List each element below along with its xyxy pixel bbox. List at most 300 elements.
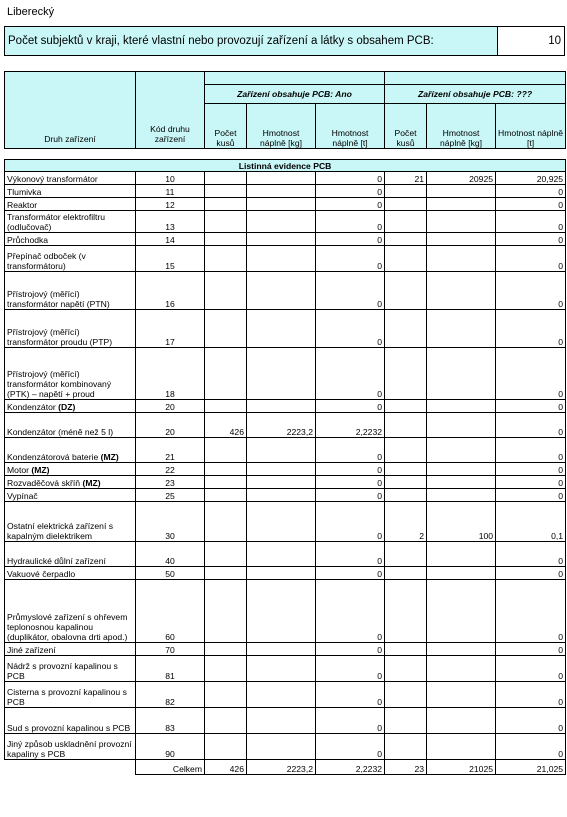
row-u-kg bbox=[427, 542, 496, 567]
row-u-count bbox=[385, 211, 427, 233]
row-u-t bbox=[496, 233, 566, 246]
row-u-t bbox=[496, 246, 566, 272]
row-u-count bbox=[385, 348, 427, 400]
row-code-text: 30 bbox=[165, 531, 175, 541]
row-u-t-text: 0 bbox=[558, 569, 564, 579]
row-u-count bbox=[385, 463, 427, 476]
row-a-t-text: 0 bbox=[377, 299, 383, 309]
row-name bbox=[5, 233, 136, 246]
row-a-kg bbox=[247, 656, 316, 682]
row-a-t bbox=[316, 310, 385, 348]
summary-table bbox=[4, 26, 565, 56]
row-u-t-text: 0 bbox=[558, 749, 564, 759]
row-name-tag: (DZ) bbox=[58, 402, 76, 412]
spacer-row bbox=[5, 149, 566, 160]
row-u-t-text: 0 bbox=[558, 478, 564, 488]
table-row bbox=[5, 502, 566, 542]
row-code bbox=[136, 246, 205, 272]
row-code-text: 20 bbox=[165, 427, 175, 437]
row-name bbox=[5, 682, 136, 708]
header-yes-top bbox=[205, 72, 385, 85]
table-row bbox=[5, 172, 566, 185]
row-a-t-text: 0 bbox=[377, 174, 383, 184]
table-row bbox=[5, 400, 566, 413]
row-u-t bbox=[496, 580, 566, 643]
section-title: Listinná evidence PCB bbox=[5, 160, 566, 172]
row-u-kg bbox=[427, 348, 496, 400]
row-code-text: 11 bbox=[165, 187, 175, 197]
row-a-count bbox=[205, 233, 247, 246]
row-a-count bbox=[205, 708, 247, 734]
row-name bbox=[5, 185, 136, 198]
row-u-t bbox=[496, 476, 566, 489]
row-u-count bbox=[385, 489, 427, 502]
header-a-kg: Hmotnost náplně [kg] bbox=[247, 104, 316, 149]
row-u-count bbox=[385, 643, 427, 656]
row-name bbox=[5, 172, 136, 185]
row-code-text: 12 bbox=[165, 200, 175, 210]
header-u-count: Počet kusů bbox=[385, 104, 427, 149]
row-a-t-text: 0 bbox=[377, 569, 383, 579]
row-u-kg bbox=[427, 476, 496, 489]
row-a-t bbox=[316, 580, 385, 643]
row-name-text: Výkonový transformátor bbox=[7, 174, 98, 184]
row-a-t bbox=[316, 272, 385, 310]
row-name bbox=[5, 656, 136, 682]
row-name bbox=[5, 734, 136, 760]
row-a-t-text: 0 bbox=[377, 645, 383, 655]
table-row bbox=[5, 233, 566, 246]
row-a-t bbox=[316, 233, 385, 246]
row-name-text: Motor bbox=[7, 465, 32, 475]
row-a-kg bbox=[247, 682, 316, 708]
row-a-t bbox=[316, 476, 385, 489]
row-code bbox=[136, 413, 205, 438]
pcb-table bbox=[4, 71, 566, 775]
row-name-text: Průchodka bbox=[7, 235, 49, 245]
row-a-t-text: 0 bbox=[377, 452, 383, 462]
row-a-count bbox=[205, 489, 247, 502]
row-u-t-text: 0 bbox=[558, 645, 564, 655]
row-u-t-text: 0 bbox=[558, 427, 564, 437]
row-a-count bbox=[205, 656, 247, 682]
row-name bbox=[5, 246, 136, 272]
row-a-kg bbox=[247, 438, 316, 463]
row-a-t-text: 0 bbox=[377, 389, 383, 399]
row-u-t bbox=[496, 400, 566, 413]
row-u-kg bbox=[427, 643, 496, 656]
row-a-t bbox=[316, 708, 385, 734]
row-code bbox=[136, 272, 205, 310]
row-u-kg bbox=[427, 172, 496, 185]
table-row bbox=[5, 348, 566, 400]
row-u-count bbox=[385, 400, 427, 413]
row-name-text: Přístrojový (měřící) transformátor kombinovaný (PTK) – napětí + proud bbox=[7, 369, 112, 399]
row-u-t bbox=[496, 198, 566, 211]
region-title: Liberecký bbox=[7, 6, 55, 18]
row-u-kg bbox=[427, 272, 496, 310]
row-u-count bbox=[385, 682, 427, 708]
row-a-t bbox=[316, 463, 385, 476]
row-code bbox=[136, 567, 205, 580]
row-u-t-text: 0 bbox=[558, 556, 564, 566]
row-u-t bbox=[496, 489, 566, 502]
row-name bbox=[5, 272, 136, 310]
header-code-label: Kód druhu zařízení bbox=[150, 124, 190, 144]
row-a-kg bbox=[247, 233, 316, 246]
row-a-kg bbox=[247, 489, 316, 502]
row-u-count bbox=[385, 502, 427, 542]
row-name bbox=[5, 463, 136, 476]
row-code-text: 90 bbox=[165, 749, 175, 759]
table-row bbox=[5, 246, 566, 272]
row-a-t-text: 0 bbox=[377, 402, 383, 412]
row-name-text: Rozvaděčová skříň bbox=[7, 478, 83, 488]
row-a-count bbox=[205, 734, 247, 760]
row-u-t bbox=[496, 310, 566, 348]
row-u-count bbox=[385, 438, 427, 463]
table-row bbox=[5, 463, 566, 476]
row-code bbox=[136, 211, 205, 233]
row-code bbox=[136, 400, 205, 413]
header-group-unknown: Zařízení obsahuje PCB: ??? bbox=[385, 85, 566, 104]
row-u-count bbox=[385, 198, 427, 211]
row-u-count bbox=[385, 708, 427, 734]
row-a-kg bbox=[247, 413, 316, 438]
row-u-t-text: 0 bbox=[558, 723, 564, 733]
row-a-t bbox=[316, 656, 385, 682]
row-a-t bbox=[316, 438, 385, 463]
row-u-t-text: 0 bbox=[558, 671, 564, 681]
row-name bbox=[5, 400, 136, 413]
row-u-kg bbox=[427, 413, 496, 438]
row-u-t-text: 0 bbox=[558, 491, 564, 501]
row-a-t bbox=[316, 172, 385, 185]
row-code-text: 10 bbox=[165, 174, 175, 184]
row-u-t bbox=[496, 682, 566, 708]
row-a-kg bbox=[247, 272, 316, 310]
row-name-text: Přepínač odboček (v transformátoru) bbox=[7, 251, 86, 271]
row-name bbox=[5, 211, 136, 233]
row-u-t bbox=[496, 502, 566, 542]
summary-value: 10 bbox=[498, 27, 565, 56]
row-code bbox=[136, 489, 205, 502]
row-u-t-text: 0 bbox=[558, 200, 564, 210]
row-u-t-text: 0 bbox=[558, 452, 564, 462]
table-row bbox=[5, 413, 566, 438]
row-u-t-text: 0 bbox=[558, 222, 564, 232]
row-u-count bbox=[385, 656, 427, 682]
table-row bbox=[5, 476, 566, 489]
row-u-t bbox=[496, 656, 566, 682]
row-u-t-text: 0,1 bbox=[551, 531, 564, 541]
row-u-kg bbox=[427, 463, 496, 476]
row-a-count bbox=[205, 580, 247, 643]
row-name-text: Kondenzátor bbox=[7, 402, 59, 412]
row-a-t bbox=[316, 489, 385, 502]
row-u-kg bbox=[427, 734, 496, 760]
row-code bbox=[136, 476, 205, 489]
table-row bbox=[5, 708, 566, 734]
row-name-text: Kondenzátor (méně než 5 l) bbox=[7, 427, 114, 437]
table-row bbox=[5, 438, 566, 463]
row-a-t bbox=[316, 643, 385, 656]
row-a-count bbox=[205, 348, 247, 400]
row-u-kg bbox=[427, 656, 496, 682]
table-row bbox=[5, 185, 566, 198]
row-name-text: Ostatní elektrická zařízení s kapalným dielektrikem bbox=[7, 521, 114, 541]
row-u-kg bbox=[427, 580, 496, 643]
row-a-t-text: 0 bbox=[377, 261, 383, 271]
row-name-text: Vypínač bbox=[7, 491, 38, 501]
row-name bbox=[5, 643, 136, 656]
row-a-count bbox=[205, 172, 247, 185]
row-u-t-text: 0 bbox=[558, 465, 564, 475]
row-a-t-text: 0 bbox=[377, 671, 383, 681]
row-code bbox=[136, 580, 205, 643]
row-code bbox=[136, 643, 205, 656]
row-name bbox=[5, 438, 136, 463]
row-name-text: Reaktor bbox=[7, 200, 38, 210]
row-u-t-text: 0 bbox=[558, 261, 564, 271]
row-name-text: Cisterna s provozní kapalinou s PCB bbox=[7, 687, 127, 707]
row-u-count bbox=[385, 734, 427, 760]
row-a-t bbox=[316, 682, 385, 708]
row-a-t bbox=[316, 502, 385, 542]
row-code bbox=[136, 198, 205, 211]
total-a-count: 426 bbox=[205, 760, 247, 775]
row-a-count bbox=[205, 643, 247, 656]
table-row bbox=[5, 542, 566, 567]
row-u-kg bbox=[427, 502, 496, 542]
row-u-count-text: 2 bbox=[419, 531, 425, 541]
row-name-text: Tlumivka bbox=[7, 187, 42, 197]
row-a-t-text: 0 bbox=[377, 235, 383, 245]
header-group-yes: Zařízení obsahuje PCB: Ano bbox=[205, 85, 385, 104]
table-row bbox=[5, 580, 566, 643]
row-u-t bbox=[496, 734, 566, 760]
row-code bbox=[136, 233, 205, 246]
row-code-text: 15 bbox=[165, 261, 175, 271]
total-blank bbox=[5, 760, 136, 775]
row-code bbox=[136, 502, 205, 542]
row-code-text: 18 bbox=[165, 389, 175, 399]
row-a-count bbox=[205, 198, 247, 211]
row-name bbox=[5, 708, 136, 734]
total-u-t: 21,025 bbox=[496, 760, 566, 775]
row-u-kg bbox=[427, 682, 496, 708]
row-code-text: 16 bbox=[165, 299, 175, 309]
row-code-text: 14 bbox=[165, 235, 175, 245]
row-a-t-text: 0 bbox=[377, 187, 383, 197]
row-name-text: Jiné zařízení bbox=[7, 645, 56, 655]
row-code bbox=[136, 172, 205, 185]
row-a-t-text: 0 bbox=[377, 478, 383, 488]
row-u-count-text: 21 bbox=[414, 174, 425, 184]
row-a-t bbox=[316, 246, 385, 272]
row-a-kg bbox=[247, 580, 316, 643]
row-code-text: 17 bbox=[165, 337, 175, 347]
row-u-t-text: 0 bbox=[558, 697, 564, 707]
row-u-kg bbox=[427, 198, 496, 211]
row-name bbox=[5, 413, 136, 438]
row-name-tag: (MZ) bbox=[82, 478, 101, 488]
row-a-kg bbox=[247, 310, 316, 348]
row-name-text: Sud s provozní kapalinou s PCB bbox=[7, 723, 131, 733]
row-name bbox=[5, 580, 136, 643]
row-name-tag: (MZ) bbox=[100, 452, 119, 462]
row-name bbox=[5, 567, 136, 580]
row-code-text: 23 bbox=[165, 478, 175, 488]
row-a-count bbox=[205, 438, 247, 463]
row-name bbox=[5, 489, 136, 502]
row-a-kg bbox=[247, 185, 316, 198]
row-code-text: 81 bbox=[165, 671, 175, 681]
row-code bbox=[136, 542, 205, 567]
row-u-kg bbox=[427, 233, 496, 246]
row-u-t bbox=[496, 463, 566, 476]
row-a-t bbox=[316, 400, 385, 413]
row-code-text: 20 bbox=[165, 402, 175, 412]
row-u-kg bbox=[427, 211, 496, 233]
row-name-text: Vakuové čerpadlo bbox=[7, 569, 76, 579]
row-a-t-text: 0 bbox=[377, 632, 383, 642]
row-a-kg bbox=[247, 708, 316, 734]
row-u-kg bbox=[427, 185, 496, 198]
row-u-kg bbox=[427, 246, 496, 272]
row-code-text: 83 bbox=[165, 723, 175, 733]
row-a-t-text: 2,2232 bbox=[355, 427, 383, 437]
row-u-t bbox=[496, 438, 566, 463]
row-a-t-text: 0 bbox=[377, 200, 383, 210]
row-u-count bbox=[385, 567, 427, 580]
row-code-text: 82 bbox=[165, 697, 175, 707]
row-a-kg-text: 2223,2 bbox=[286, 427, 313, 437]
row-a-t bbox=[316, 567, 385, 580]
row-a-count bbox=[205, 310, 247, 348]
row-a-count bbox=[205, 542, 247, 567]
row-code-text: 25 bbox=[165, 491, 175, 501]
row-code-text: 21 bbox=[165, 452, 175, 462]
table-row bbox=[5, 211, 566, 233]
row-name-text: Průmyslové zařízení s ohřevem teplonosnou kapalinou (duplikátor, obalovna drti apod.) bbox=[7, 612, 128, 642]
total-u-count: 23 bbox=[385, 760, 427, 775]
row-a-count bbox=[205, 185, 247, 198]
row-a-kg bbox=[247, 198, 316, 211]
row-u-count bbox=[385, 233, 427, 246]
header-a-count: Počet kusů bbox=[205, 104, 247, 149]
row-a-count bbox=[205, 413, 247, 438]
row-a-t bbox=[316, 542, 385, 567]
row-code bbox=[136, 463, 205, 476]
total-label: Celkem bbox=[136, 760, 205, 775]
row-name-text: Jiný způsob uskladnění provozní kapaliny s PCB bbox=[7, 739, 132, 759]
row-a-t-text: 0 bbox=[377, 749, 383, 759]
row-code bbox=[136, 438, 205, 463]
row-u-t-text: 0 bbox=[558, 299, 564, 309]
row-name-text: Přístrojový (měřící) transformátor napětí (PTN) bbox=[7, 289, 110, 309]
header-u-kg: Hmotnost náplně [kg] bbox=[427, 104, 496, 149]
row-a-t bbox=[316, 198, 385, 211]
row-a-kg bbox=[247, 172, 316, 185]
row-code bbox=[136, 185, 205, 198]
header-u-t: Hmotnost náplně [t] bbox=[496, 104, 566, 149]
table-row bbox=[5, 656, 566, 682]
row-name-text: Kondenzátorová baterie bbox=[7, 452, 101, 462]
table-row bbox=[5, 310, 566, 348]
row-a-count bbox=[205, 682, 247, 708]
total-a-kg: 2223,2 bbox=[247, 760, 316, 775]
total-u-kg: 21025 bbox=[427, 760, 496, 775]
row-u-count bbox=[385, 476, 427, 489]
row-a-count bbox=[205, 502, 247, 542]
row-a-kg bbox=[247, 348, 316, 400]
header-type bbox=[5, 72, 136, 149]
row-code-text: 70 bbox=[165, 645, 175, 655]
row-a-kg bbox=[247, 463, 316, 476]
row-u-kg bbox=[427, 567, 496, 580]
row-u-kg bbox=[427, 438, 496, 463]
row-u-t bbox=[496, 643, 566, 656]
table-row bbox=[5, 643, 566, 656]
row-u-t bbox=[496, 413, 566, 438]
row-a-count bbox=[205, 211, 247, 233]
row-u-t bbox=[496, 172, 566, 185]
total-a-t: 2,2232 bbox=[316, 760, 385, 775]
row-u-t bbox=[496, 211, 566, 233]
row-a-t bbox=[316, 211, 385, 233]
row-a-count bbox=[205, 567, 247, 580]
row-u-count bbox=[385, 310, 427, 348]
row-name bbox=[5, 502, 136, 542]
row-a-t-text: 0 bbox=[377, 531, 383, 541]
row-a-kg bbox=[247, 246, 316, 272]
row-u-t-text: 20,925 bbox=[536, 174, 564, 184]
row-a-kg bbox=[247, 211, 316, 233]
row-a-count bbox=[205, 400, 247, 413]
row-a-kg bbox=[247, 476, 316, 489]
row-u-t-text: 0 bbox=[558, 235, 564, 245]
row-a-count bbox=[205, 272, 247, 310]
row-code-text: 60 bbox=[165, 632, 175, 642]
row-a-t bbox=[316, 413, 385, 438]
row-code-text: 22 bbox=[165, 465, 175, 475]
row-a-count-text: 426 bbox=[229, 427, 244, 437]
row-name bbox=[5, 198, 136, 211]
row-u-count bbox=[385, 185, 427, 198]
row-a-t-text: 0 bbox=[377, 697, 383, 707]
row-a-kg bbox=[247, 567, 316, 580]
row-u-kg-text: 100 bbox=[478, 531, 494, 541]
header-a-t: Hmotnost náplně [t] bbox=[316, 104, 385, 149]
row-u-t bbox=[496, 272, 566, 310]
header-type-label: Druh zařízení bbox=[44, 134, 96, 144]
table-row bbox=[5, 734, 566, 760]
row-a-count bbox=[205, 476, 247, 489]
row-u-count bbox=[385, 172, 427, 185]
row-name-tag: (MZ) bbox=[31, 465, 50, 475]
row-u-t-text: 0 bbox=[558, 187, 564, 197]
row-u-kg bbox=[427, 489, 496, 502]
row-u-count bbox=[385, 580, 427, 643]
row-a-t-text: 0 bbox=[377, 222, 383, 232]
row-u-t-text: 0 bbox=[558, 402, 564, 412]
row-name-text: Nádrž s provozní kapalinou s PCB bbox=[7, 661, 118, 681]
table-row bbox=[5, 489, 566, 502]
row-u-t bbox=[496, 348, 566, 400]
row-a-count bbox=[205, 246, 247, 272]
row-u-t bbox=[496, 185, 566, 198]
